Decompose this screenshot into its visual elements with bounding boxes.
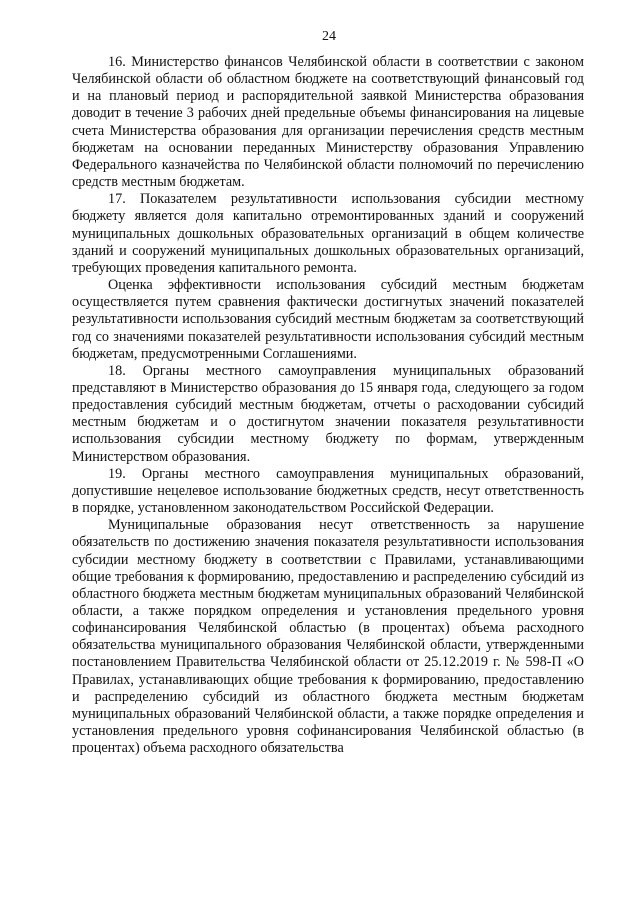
paragraph-efficiency-assessment: Оценка эффективности использования субсидий местным бюджетам осуществляется путем сравнения фактически достигнутых значений показателей результативности использования субсидий местным бюджетам за соответствующий год со значениями показателей результативности использования субсидий местным бюджетам, предусмотренными Соглашениями. <box>72 277 584 362</box>
paragraph-17: 17. Показателем результативности использования субсидии местному бюджету является доля капитально отремонтированных зданий и сооружений муниципальных дошкольных образовательных организаций в общем количестве зданий и сооружений муниципальных дошкольных образовательных организаций, требующих проведения капитального ремонта. <box>72 191 584 276</box>
document-body <box>72 54 584 757</box>
document-page <box>72 28 584 757</box>
paragraph-16: 16. Министерство финансов Челябинской области в соответствии с законом Челябинской области об областном бюджете на соответствующий финансовый год и на плановый период и распорядительной заявкой Министерства образования доводит в течение 3 рабочих дней предельные объемы финансирования на лицевые счета Министерства образования для организации перечисления средств местным бюджетам на основании переданных Министерству образования Управлению Федерального казначейства по Челябинской области полномочий по перечислению средств местным бюджетам. <box>72 54 584 191</box>
paragraph-18: 18. Органы местного самоуправления муниципальных образований представляют в Министерство образования до 15 января года, следующего за годом предоставления субсидий местным бюджетам, отчеты о расходовании субсидий местным бюджетам и о достигнутом значении показателя результативности использования субсидии местному бюджету по формам, утвержденным Министерством образования. <box>72 362 584 465</box>
page-number: 24 <box>322 29 336 44</box>
paragraph-municipal-responsibility: Муниципальные образования несут ответственность за нарушение обязательств по достижению значения показателя результативности использования субсидии местному бюджету в соответствии с Правилами, устанавливающими общие требования к формированию, предоставлению и распределению субсидий из областного бюджета местным бюджетам муниципальных образований Челябинской области, а также порядком определения и установления предельного уровня софинансирования Челябинской областью (в процентах) объема расходного обязательства муниципального образования Челябинской области, утвержденными постановлением Правительства Челябинской области от 25.12.2019 г. № 598-П «О Правилах, устанавливающих общие требования к формированию, предоставлению и распределению субсидий из областного бюджета местным бюджетам муниципальных образований Челябинской области, а также порядке определения и установления предельного уровня софинансирования Челябинской областью (в процентах) объема расходного обязательства <box>72 517 584 757</box>
paragraph-19: 19. Органы местного самоуправления муниципальных образований, допустившие нецелевое использование бюджетных средств, несут ответственность в порядке, установленном законодательством Российской Федерации. <box>72 465 584 517</box>
